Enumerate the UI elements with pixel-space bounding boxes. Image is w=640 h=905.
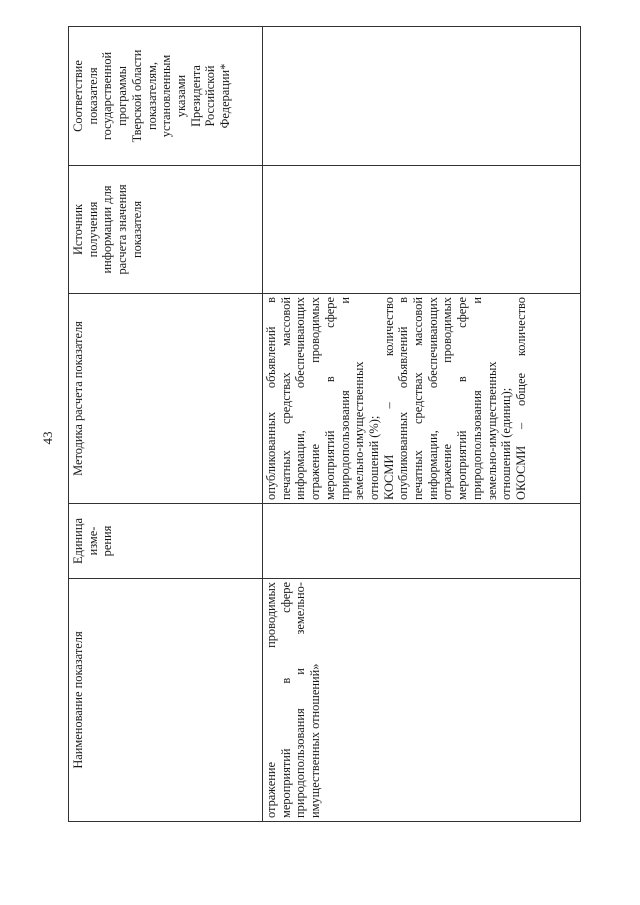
method-line: опубликованных объявлений в xyxy=(396,297,411,500)
method-line: природопользования и xyxy=(337,297,352,500)
name-line: отражение проводимых xyxy=(264,582,278,818)
method-line: земельно-имущественных xyxy=(484,361,499,500)
method-line: информации, обеспечивающих xyxy=(293,297,308,500)
method-cell xyxy=(263,294,581,504)
method-line: мероприятий в сфере xyxy=(322,297,337,500)
table-rotation-frame xyxy=(68,27,578,822)
name-line: имущественных отношений» xyxy=(308,663,323,818)
header-row xyxy=(69,27,263,822)
method-line: отражение проводимых xyxy=(308,297,323,500)
header-source: Источник получения информации для расчета значения показателя xyxy=(69,166,263,294)
page-number: 43 xyxy=(40,431,55,445)
method-line: земельно-имущественных xyxy=(352,361,367,500)
indicator-name-cell xyxy=(263,579,581,822)
method-line: мероприятий в сфере xyxy=(455,297,470,500)
method-line: печатных средствах массовой xyxy=(411,297,426,500)
method-line: информации, обеспечивающих xyxy=(425,297,440,500)
method-line: отражение проводимых xyxy=(440,297,455,500)
method-line: отношений (%); xyxy=(366,415,381,500)
method-line: ОКОСМИ – общее количество xyxy=(513,297,528,500)
table-row xyxy=(263,27,581,822)
unit-cell xyxy=(263,504,581,579)
conformity-cell xyxy=(263,27,581,166)
method-line: отношений (единиц); xyxy=(499,387,514,500)
method-line: печатных средствах массовой xyxy=(278,297,293,500)
name-line: мероприятий в сфере xyxy=(278,582,293,818)
indicator-table xyxy=(68,26,581,822)
header-name: Наименование показателя xyxy=(69,579,263,822)
source-cell xyxy=(263,166,581,294)
method-line: опубликованных объявлений в xyxy=(264,297,278,500)
method-line: природопользования и xyxy=(469,297,484,500)
method-line: КОСМИ – количество xyxy=(381,297,396,500)
header-method: Методика расчета показателя xyxy=(69,294,263,504)
header-conformity: Соответствие показателя государственной программы Тверской области показателям, установленным указами Президента Российской Федерации* xyxy=(69,27,263,166)
header-unit: Единица изме- рения xyxy=(69,504,263,579)
rotated-sheet xyxy=(68,27,578,822)
name-line: природопользования и земельно- xyxy=(293,582,308,818)
